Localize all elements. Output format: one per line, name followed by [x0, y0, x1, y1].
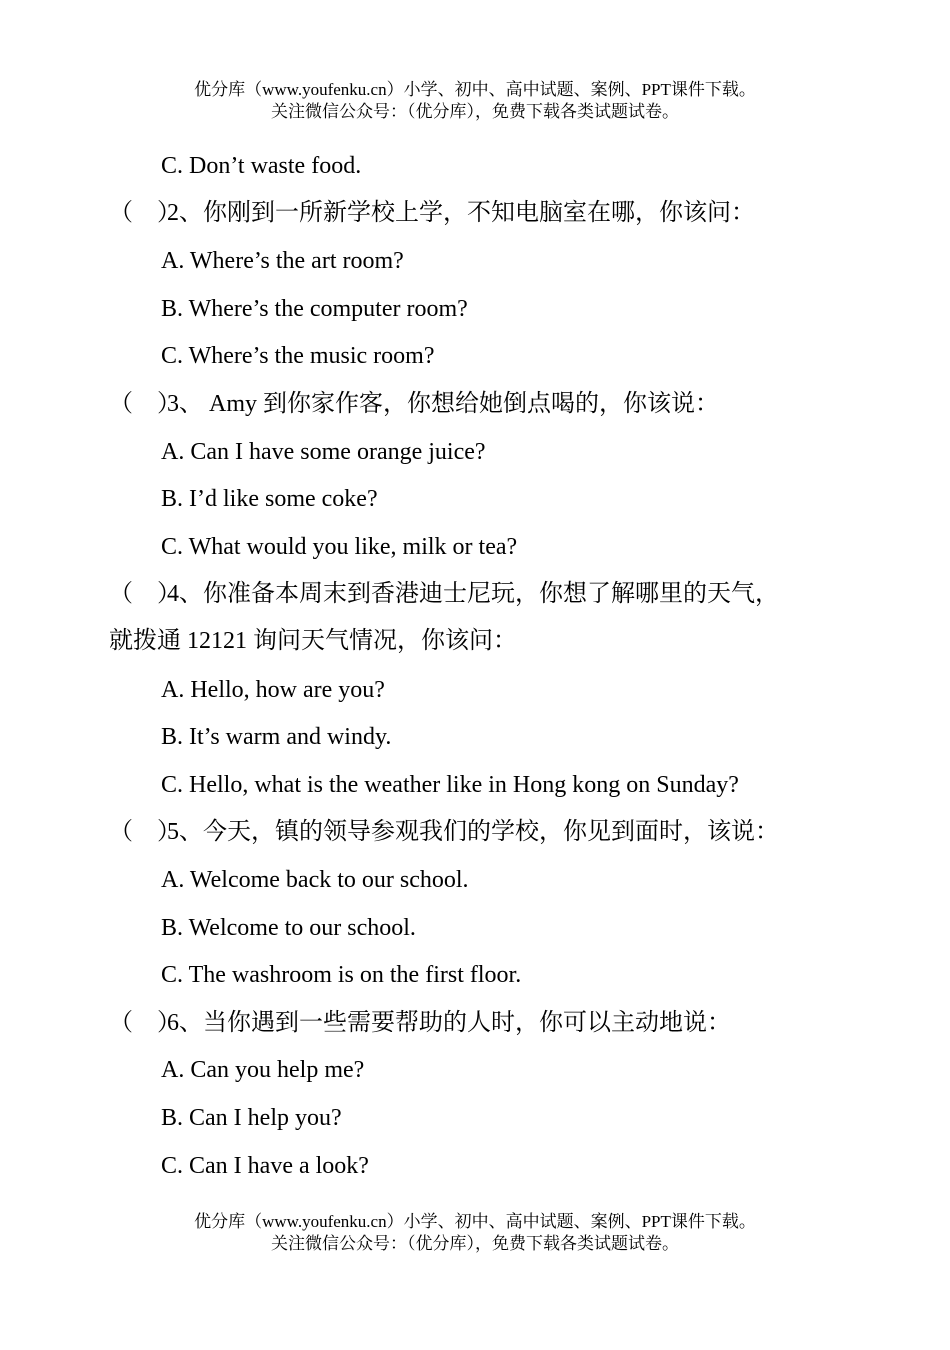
option-b: B. Where’s the computer room?: [161, 296, 468, 322]
question-text: 3、 Amy 到你家作客，你想给她倒点喝的，你该说：: [167, 391, 719, 417]
option-a: A. Can I have some orange juice?: [161, 439, 486, 465]
question-text: 2、你刚到一所新学校上学，不知电脑室在哪，你该问：: [167, 200, 755, 226]
answer-blank: （ ）: [109, 1010, 181, 1036]
option-a: A. Can you help me?: [161, 1057, 365, 1083]
question-3: [109, 389, 719, 419]
option-c: C. Can I have a look?: [161, 1153, 369, 1179]
option-c: C. What would you like, milk or tea?: [161, 534, 518, 560]
question-4: [109, 579, 779, 609]
page-header: [0, 79, 950, 123]
question-4-continued: 就拨通 12121 询问天气情况，你该问：: [109, 628, 517, 654]
header-line-2: 关注微信公众号：（优分库），免费下载各类试题试卷。: [271, 102, 679, 121]
question-6: [109, 1008, 731, 1038]
option-c: C. The washroom is on the first floor.: [161, 962, 522, 988]
option-b: B. It’s warm and windy.: [161, 724, 392, 750]
footer-line-2: 关注微信公众号：（优分库），免费下载各类试题试卷。: [271, 1234, 679, 1253]
answer-blank: （ ）: [109, 391, 181, 417]
question-text: 5、今天，镇的领导参观我们的学校，你见到面时，该说：: [167, 819, 779, 845]
option-b: B. Welcome to our school.: [161, 915, 416, 941]
answer-blank: （ ）: [109, 819, 181, 845]
option-a: A. Hello, how are you?: [161, 677, 385, 703]
answer-blank: （ ）: [109, 200, 181, 226]
option-a: A. Welcome back to our school.: [161, 867, 469, 893]
footer-line-1: 优分库（www.youfenku.cn）小学、初中、高中试题、案例、PPT课件下载。: [194, 1212, 756, 1231]
option-a: A. Where’s the art room?: [161, 248, 404, 274]
page-footer: [0, 1211, 950, 1255]
option-b: B. I’d like some coke?: [161, 486, 378, 512]
question-5: [109, 817, 779, 847]
header-line-1: 优分库（www.youfenku.cn）小学、初中、高中试题、案例、PPT课件下载。: [194, 80, 756, 99]
answer-blank: （ ）: [109, 581, 181, 607]
question-text: 6、当你遇到一些需要帮助的人时，你可以主动地说：: [167, 1010, 731, 1036]
question-text: 4、你准备本周末到香港迪士尼玩，你想了解哪里的天气，: [167, 581, 779, 607]
option-c-previous: C. Don’t waste food.: [161, 153, 362, 179]
option-c: C. Where’s the music room?: [161, 343, 435, 369]
option-b: B. Can I help you?: [161, 1105, 342, 1131]
question-2: [109, 198, 755, 228]
option-c: C. Hello, what is the weather like in Hong kong on Sunday?: [161, 772, 739, 798]
